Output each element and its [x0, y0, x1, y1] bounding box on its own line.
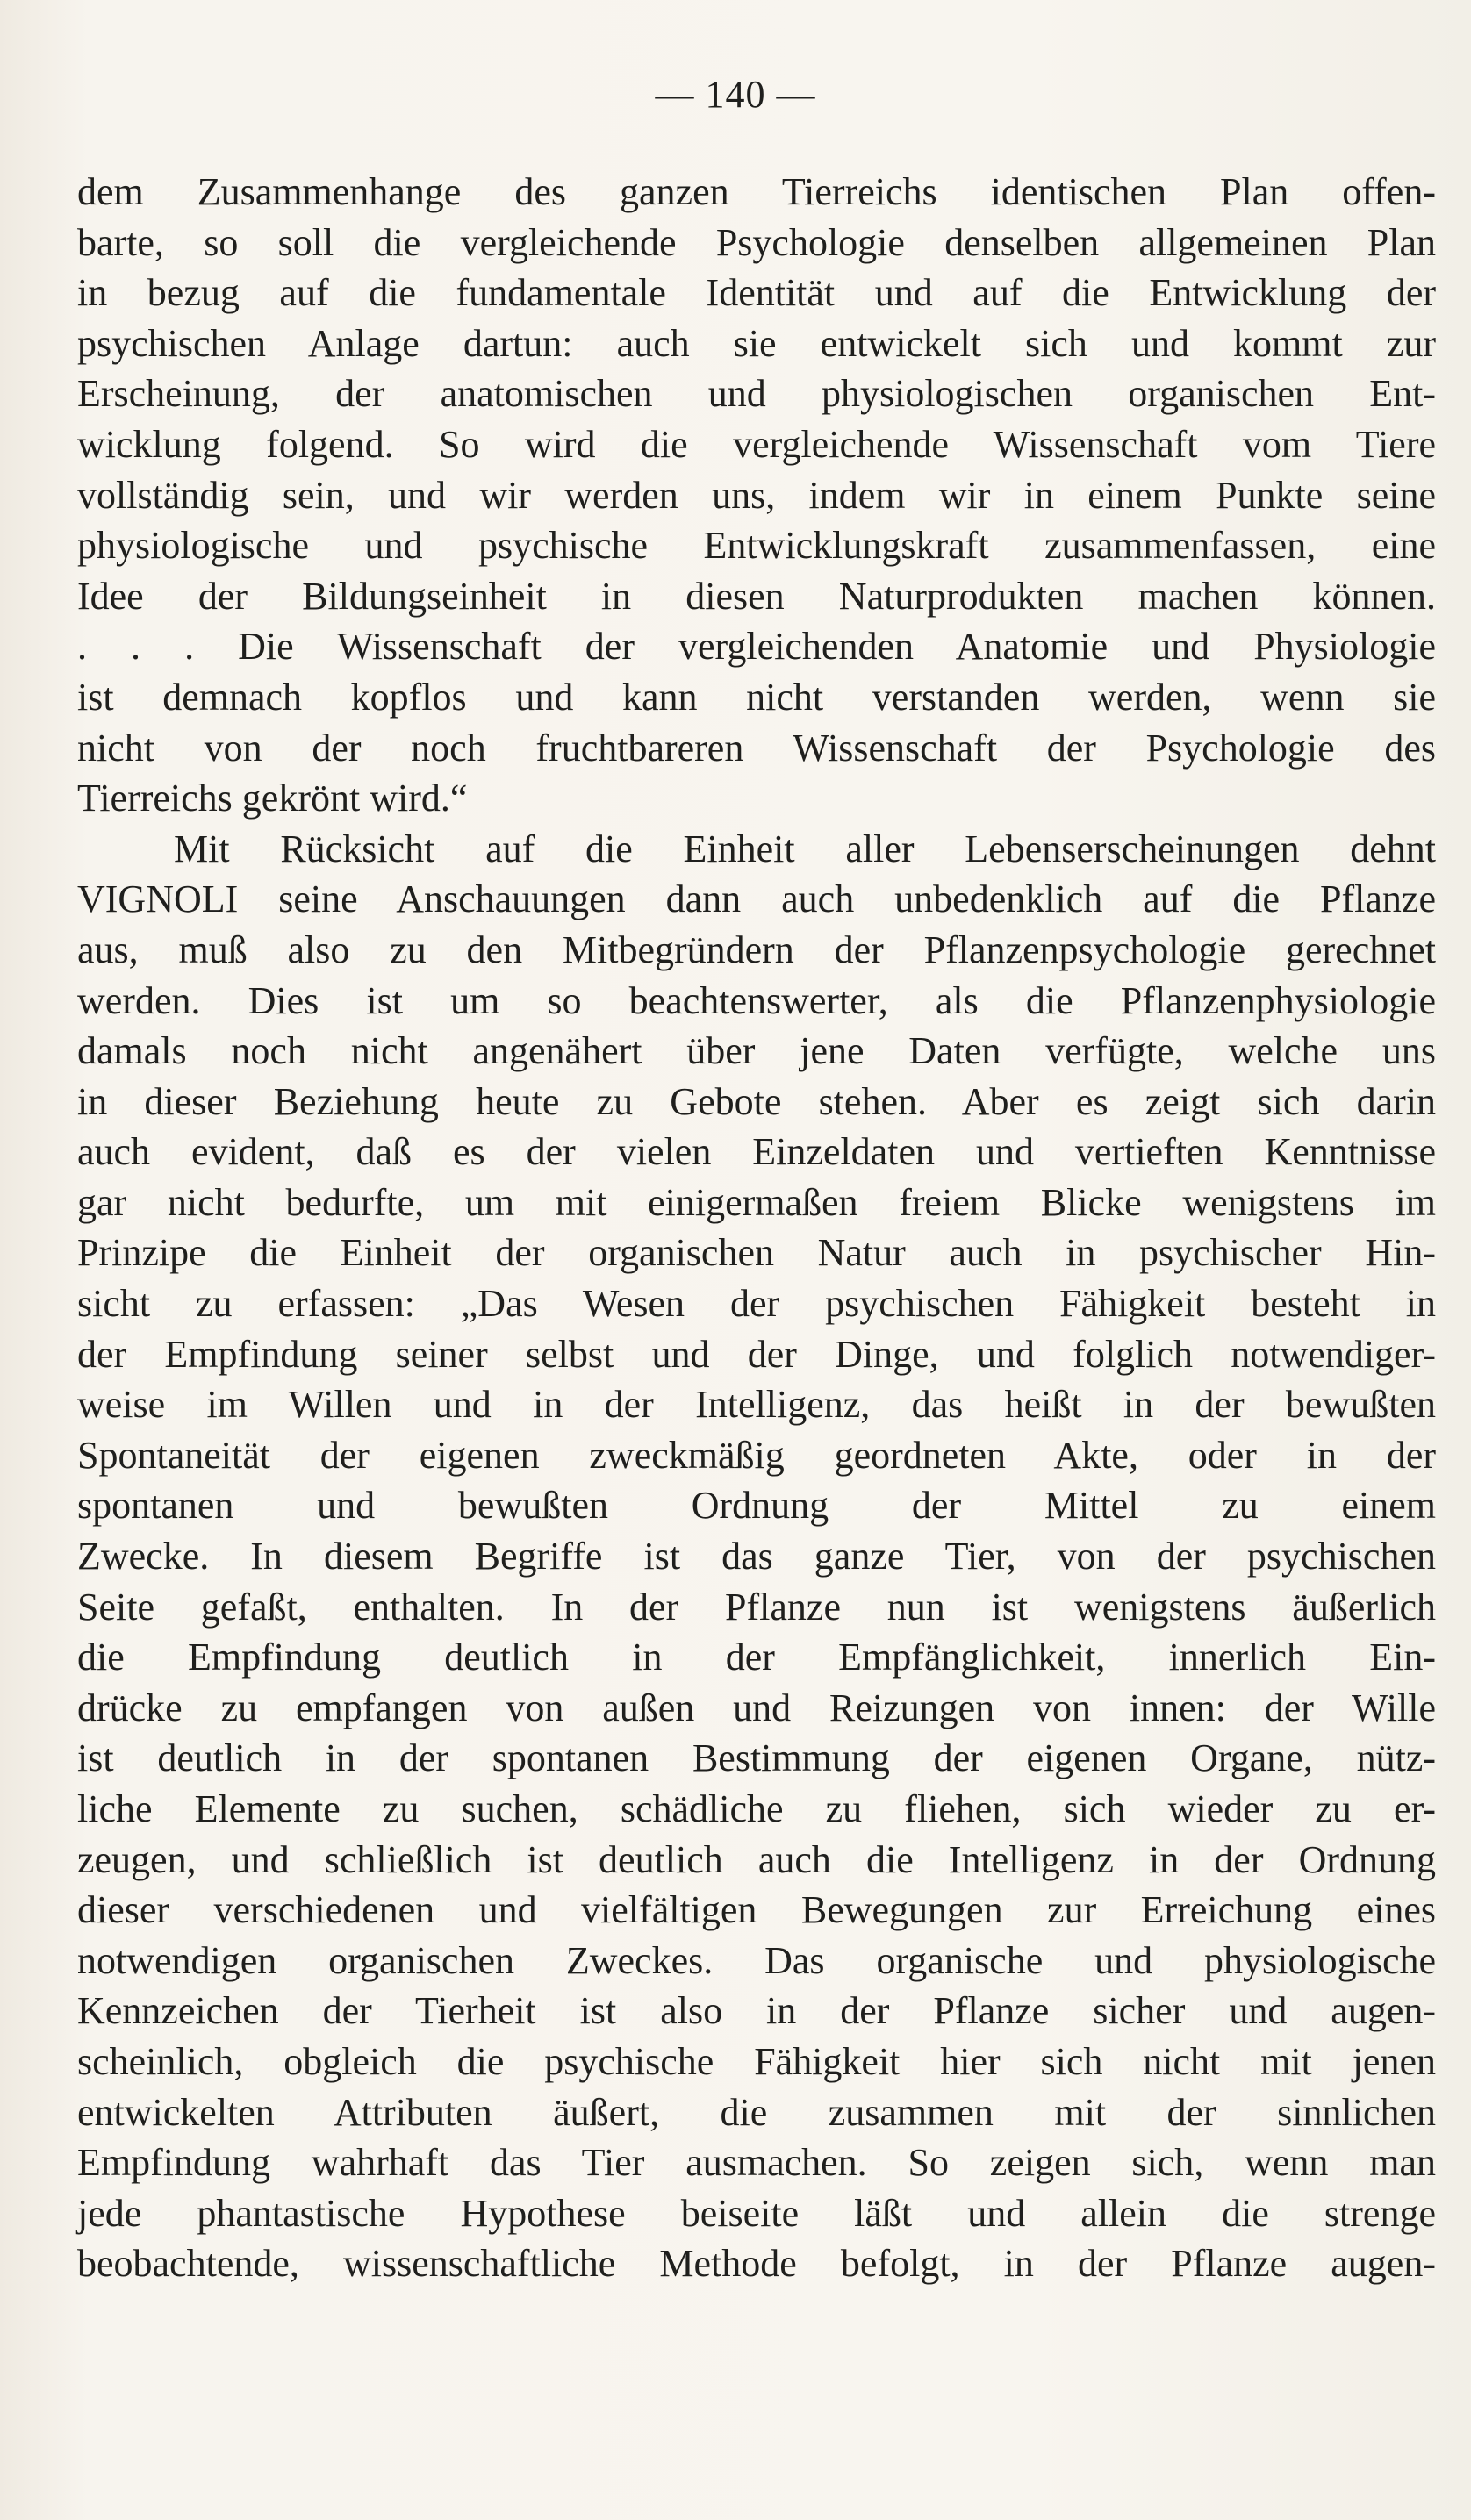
text-line: Prinzipe die Einheit der organischen Natur auch in psychischer Hin- — [77, 1231, 1436, 1275]
text-line: scheinlich, obgleich die psychische Fähigkeit hier sich nicht mit jenen — [77, 2039, 1436, 2083]
text-line: sicht zu erfassen: „Das Wesen der psychischen Fähigkeit besteht in — [77, 1282, 1436, 1326]
text-line: in bezug auf die fundamentale Identität und auf die Entwicklung der — [77, 271, 1436, 315]
text-line: zeugen, und schließlich ist deutlich auch die Intelligenz in der Ordnung — [77, 1837, 1436, 1881]
text-line: Zwecke. In diesem Begriffe ist das ganze Tier, von der psychischen — [77, 1535, 1436, 1579]
text-line: werden. Dies ist um so beachtenswerter, als die Pflanzenphysiologie — [77, 978, 1436, 1022]
text-line: damals noch nicht angenähert über jene Daten verfügte, welche uns — [77, 1029, 1436, 1073]
text-line: dieser verschiedenen und vielfältigen Bewegungen zur Erreichung eines — [77, 1888, 1436, 1932]
text-line: drücke zu empfangen von außen und Reizungen von innen: der Wille — [77, 1686, 1436, 1729]
text-line: notwendigen organischen Zweckes. Das organische und physiologische — [77, 1938, 1436, 1982]
text-line: spontanen und bewußten Ordnung der Mittel zu einem — [77, 1484, 1436, 1528]
body-text — [77, 167, 1436, 2289]
text-line: der Empfindung seiner selbst und der Dinge, und folglich notwendiger- — [77, 1332, 1436, 1376]
text-line: vollständig sein, und wir werden uns, indem wir in einem Punkte seine — [77, 473, 1436, 517]
text-line: aus, muß also zu den Mitbegründern der Pflanzenpsychologie gerechnet — [77, 927, 1436, 971]
text-line: Idee der Bildungseinheit in diesen Naturprodukten machen können. — [77, 574, 1436, 618]
text-line: weise im Willen und in der Intelligenz, das heißt in der bewußten — [77, 1383, 1436, 1427]
text-line: . . . Die Wissenschaft der vergleichenden Anatomie und Physiologie — [77, 625, 1436, 669]
paragraph-start-line: Mit Rücksicht auf die Einheit aller Lebenserscheinungen dehnt — [174, 827, 1436, 870]
text-line: wicklung folgend. So wird die vergleichende Wissenschaft vom Tiere — [77, 422, 1436, 466]
page-number: — 140 — — [655, 73, 816, 116]
text-line: beobachtende, wissenschaftliche Methode befolgt, in der Pflanze augen- — [77, 2242, 1436, 2286]
text-line: Tierreichs gekrönt wird.“ — [77, 777, 468, 820]
text-line: physiologische und psychische Entwicklungskraft zusammenfassen, eine — [77, 524, 1436, 568]
text-line: die Empfindung deutlich in der Empfänglichkeit, innerlich Ein- — [77, 1636, 1436, 1679]
text-line: dem Zusammenhange des ganzen Tierreichs identischen Plan offen- — [77, 170, 1436, 213]
text-line: VIGNOLI seine Anschauungen dann auch unbedenklich auf die Pflanze — [77, 877, 1436, 921]
text-line: entwickelten Attributen äußert, die zusammen mit der sinnlichen — [77, 2090, 1436, 2134]
text-line: Spontaneität der eigenen zweckmäßig geordneten Akte, oder in der — [77, 1433, 1436, 1477]
text-line: in dieser Beziehung heute zu Gebote stehen. Aber es zeigt sich darin — [77, 1079, 1436, 1123]
text-line: Kennzeichen der Tierheit ist also in der Pflanze sicher und augen- — [77, 1989, 1436, 2033]
text-line: barte, so soll die vergleichende Psychologie denselben allgemeinen Plan — [77, 220, 1436, 264]
text-line: liche Elemente zu suchen, schädliche zu fliehen, sich wieder zu er- — [77, 1787, 1436, 1830]
text-line: ist demnach kopflos und kann nicht verstanden werden, wenn sie — [77, 675, 1436, 719]
text-line: psychischen Anlage dartun: auch sie entwickelt sich und kommt zur — [77, 321, 1436, 365]
text-line: gar nicht bedurfte, um mit einigermaßen freiem Blicke wenigstens im — [77, 1180, 1436, 1224]
text-line: Seite gefaßt, enthalten. In der Pflanze nun ist wenigstens äußerlich — [77, 1585, 1436, 1629]
text-line: auch evident, daß es der vielen Einzeldaten und vertieften Kenntnisse — [77, 1130, 1436, 1174]
text-line: Erscheinung, der anatomischen und physiologischen organischen Ent- — [77, 372, 1436, 416]
text-line: Empfindung wahrhaft das Tier ausmachen. So zeigen sich, wenn man — [77, 2141, 1436, 2185]
text-line: jede phantastische Hypothese beiseite läßt und allein die strenge — [77, 2191, 1436, 2235]
text-line: ist deutlich in der spontanen Bestimmung der eigenen Organe, nütz- — [77, 1736, 1436, 1780]
text-line: nicht von der noch fruchtbareren Wissenschaft der Psychologie des — [77, 726, 1436, 770]
